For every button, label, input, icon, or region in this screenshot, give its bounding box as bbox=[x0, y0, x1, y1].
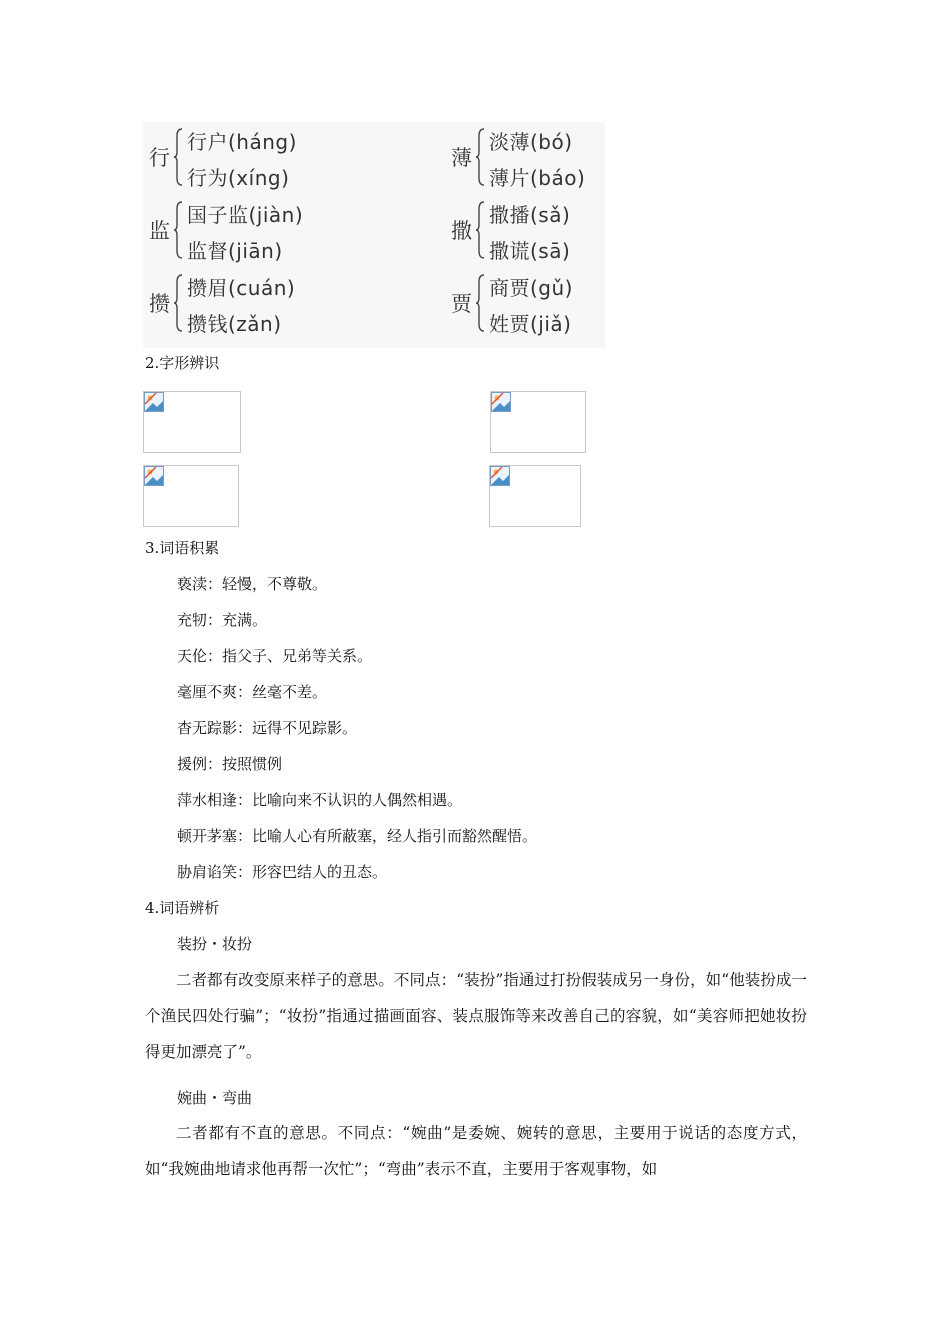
broken-image-icon bbox=[490, 466, 510, 486]
vocab-item: 萍水相逢：比喻向来不认识的人偶然相遇。 bbox=[177, 791, 463, 809]
group-head: 薄 bbox=[451, 146, 472, 170]
brace-icon bbox=[173, 128, 183, 186]
vocab-item: 胁肩谄笑：形容巴结人的丑态。 bbox=[177, 863, 388, 881]
vocab-item: 援例：按照惯例 bbox=[177, 755, 283, 773]
pinyin-line: 姓贾(jiǎ) bbox=[489, 312, 572, 336]
vocab-item: 杳无踪影：远得不见踪影。 bbox=[177, 719, 358, 737]
pinyin-group-sa bbox=[445, 195, 645, 267]
vocab-item: 充牣：充满。 bbox=[177, 611, 268, 629]
pinyin-line: 攒眉(cuán) bbox=[187, 276, 296, 300]
vocab-item: 亵渎：轻慢，不尊敬。 bbox=[177, 575, 328, 593]
pair-explanation: 二者都有改变原来样子的意思。不同点：“装扮”指通过打扮假装成另一身份，如“他装扮成一个渔民四处行骗”；“妆扮”指通过描画面容、装点服饰等来改善自己的容貌，如“美容师把她妆扮得更加漂亮了”。 bbox=[145, 971, 807, 1061]
pinyin-line: 撒播(sǎ) bbox=[489, 203, 571, 227]
image-placeholder bbox=[489, 465, 581, 527]
section-heading-glyph: 2.字形辨识 bbox=[145, 354, 220, 372]
pinyin-group-hang bbox=[143, 122, 343, 194]
broken-image-icon bbox=[144, 392, 164, 412]
image-placeholder bbox=[143, 465, 239, 527]
pinyin-group-jia bbox=[445, 268, 645, 340]
pinyin-line: 商贾(gǔ) bbox=[489, 276, 573, 300]
pinyin-line: 监督(jiān) bbox=[187, 239, 283, 263]
pinyin-line: 行为(xíng) bbox=[187, 166, 290, 190]
section-heading-vocab: 3.词语积累 bbox=[145, 539, 220, 557]
group-head: 撒 bbox=[451, 219, 472, 243]
pair-title: 婉曲・弯曲 bbox=[177, 1089, 253, 1107]
image-placeholder bbox=[143, 391, 241, 453]
brace-icon bbox=[173, 201, 183, 259]
pair-title: 装扮・妆扮 bbox=[177, 935, 253, 953]
pinyin-group-jian bbox=[143, 195, 343, 267]
brace-icon bbox=[475, 274, 485, 332]
brace-icon bbox=[173, 274, 183, 332]
pinyin-line: 国子监(jiàn) bbox=[187, 203, 304, 227]
brace-icon bbox=[475, 201, 485, 259]
vocab-item: 顿开茅塞：比喻人心有所蔽塞，经人指引而豁然醒悟。 bbox=[177, 827, 538, 845]
pinyin-line: 撒谎(sā) bbox=[489, 239, 571, 263]
broken-image-icon bbox=[491, 392, 511, 412]
image-placeholder bbox=[490, 391, 586, 453]
group-head: 监 bbox=[149, 219, 170, 243]
pinyin-group-bo bbox=[445, 122, 645, 194]
section-heading-analysis: 4.词语辨析 bbox=[145, 899, 220, 917]
broken-image-icon bbox=[144, 466, 164, 486]
pinyin-line: 薄片(báo) bbox=[489, 166, 586, 190]
group-head: 贾 bbox=[451, 292, 472, 316]
pinyin-line: 淡薄(bó) bbox=[489, 130, 573, 154]
pinyin-line: 攒钱(zǎn) bbox=[187, 312, 282, 336]
pinyin-table bbox=[143, 122, 605, 348]
vocab-item: 毫厘不爽：丝毫不差。 bbox=[177, 683, 328, 701]
group-head: 行 bbox=[149, 146, 170, 170]
brace-icon bbox=[475, 128, 485, 186]
group-head: 攒 bbox=[149, 292, 170, 316]
vocab-item: 天伦：指父子、兄弟等关系。 bbox=[177, 647, 373, 665]
pair-explanation: 二者都有不直的意思。不同点：“婉曲”是委婉、婉转的意思，主要用于说话的态度方式，如“我婉曲地请求他再帮一次忙”；“弯曲”表示不直，主要用于客观事物，如 bbox=[145, 1124, 807, 1178]
pinyin-line: 行户(háng) bbox=[187, 130, 297, 154]
pinyin-group-zan bbox=[143, 268, 343, 340]
